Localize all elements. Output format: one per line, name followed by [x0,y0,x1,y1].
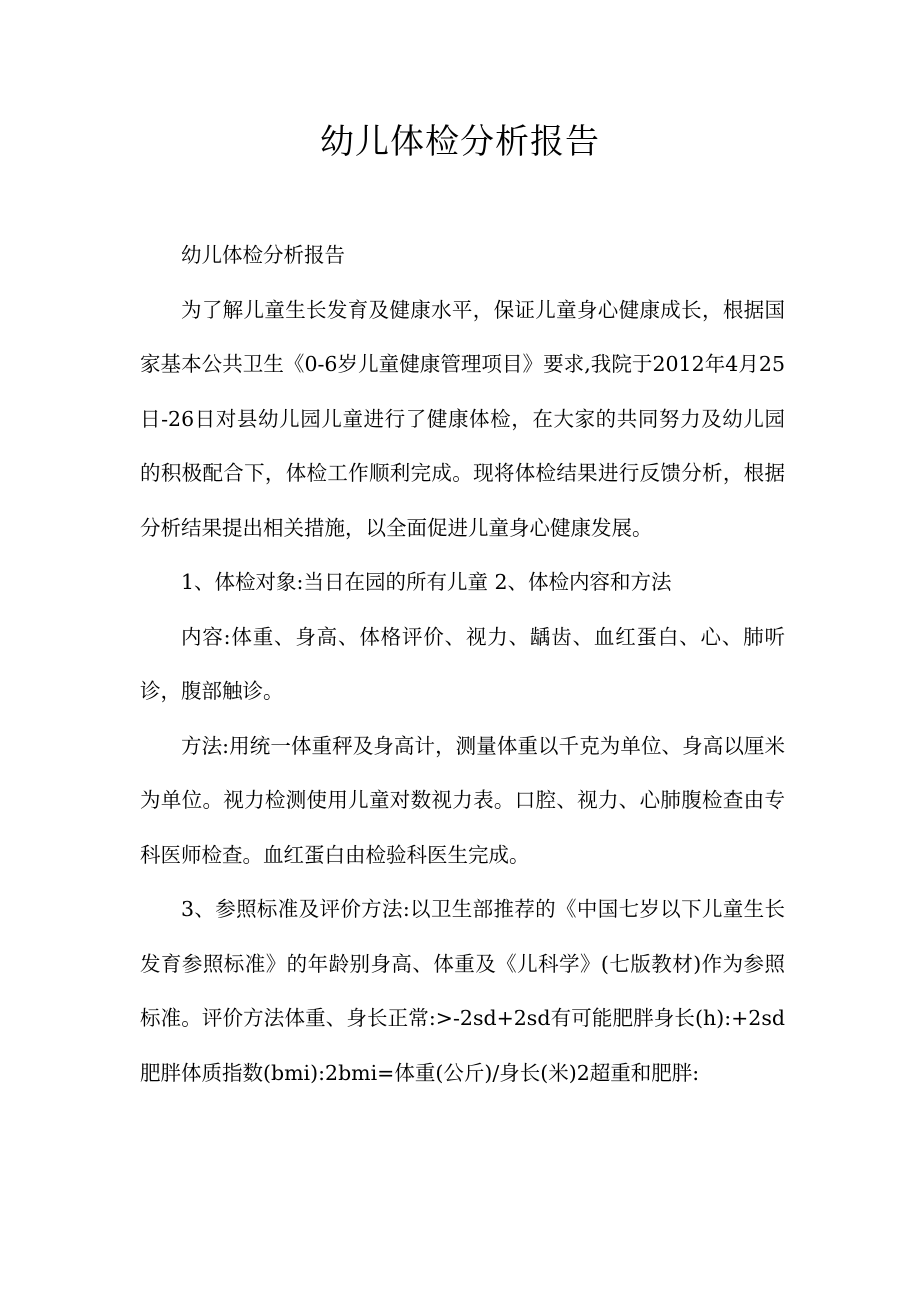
paragraph-heading: 幼儿体检分析报告 [181,243,345,267]
paragraph-intro: 为了解儿童生长发育及健康水平，保证儿童身心健康成长，根据国家基本公共卫生《0-6岁儿童健康管理项目》要求,我院于2012年4月25日-26日对县幼儿园儿童进行了健康体检，在大家的共同努力及幼儿园的积极配合下，体检工作顺利完成。现将体检结果进行反馈分析，根据分析结果提出相关措施，以全面促进儿童身心健康发展。 [140,297,785,540]
document-body [140,228,785,1100]
document-title: 幼儿体检分析报告 [320,122,600,162]
paragraph-content: 内容:体重、身高、体格评价、视力、龋齿、血红蛋白、心、肺听诊，腹部触诊。 [140,624,785,703]
paragraph-method: 方法:用统一体重秤及身高计，测量体重以千克为单位、身高以厘米为单位。视力检测使用儿童对数视力表。口腔、视力、心肺腹检查由专科医师检查。血红蛋白由检验科医生完成。 [140,733,785,867]
paragraph-standards: 3、参照标准及评价方法:以卫生部推荐的《中国七岁以下儿童生长发育参照标准》的年龄别身高、体重及《儿科学》(七版教材)作为参照标准。评价方法体重、身长正常:>-2sd+2sd有可能肥胖身长(h):+2sd肥胖体质指数(bmi):2bmi=体重(公斤)/身长(米)2超重和肥胖: [140,897,785,1085]
paragraph-subjects: 1、体检对象:当日在园的所有儿童 2、体检内容和方法 [181,570,672,594]
